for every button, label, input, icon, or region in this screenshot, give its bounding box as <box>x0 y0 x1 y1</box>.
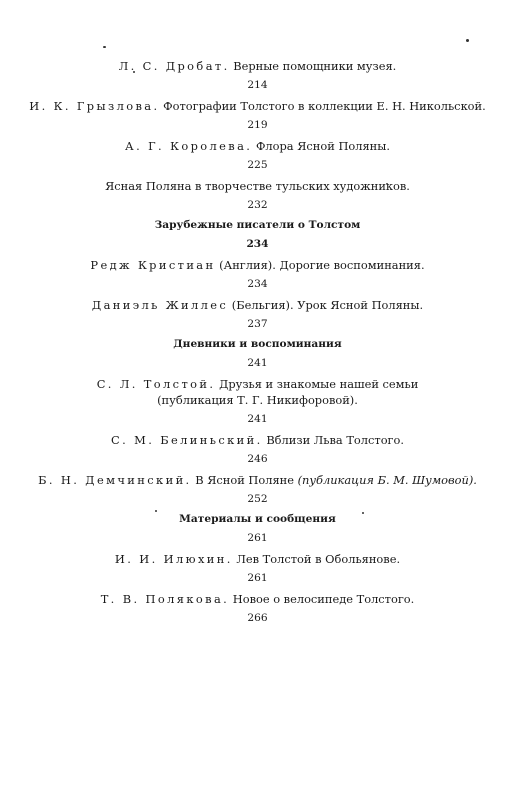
toc-author: С. М. Белиньский. <box>110 433 263 447</box>
toc-entry <box>0 178 515 194</box>
toc-author: Т. В. Полякова. <box>100 592 230 606</box>
section-heading: Материалы и сообщения <box>179 513 336 525</box>
toc-title: Вблизи Льва Толстого. <box>266 433 405 447</box>
toc-page-number: 252 <box>247 493 268 505</box>
toc-entry <box>0 98 515 114</box>
toc-title: Ясная Поляна в творчестве тульских художников. <box>105 179 410 193</box>
toc-entry <box>0 58 515 74</box>
toc-page-number: 225 <box>247 159 268 171</box>
toc-title-continuation: (публикация Т. Г. Никифоровой). <box>157 393 358 407</box>
toc-title: (Бельгия). Урок Ясной Поляны. <box>231 298 424 312</box>
toc-entry <box>0 138 515 154</box>
toc-title: Новое о велосипеде Толстого. <box>232 592 415 606</box>
toc-publication-note: (публикация Б. М. Шумовой). <box>297 473 477 487</box>
toc-entry <box>0 432 515 448</box>
toc-title: Верные помощники музея. <box>233 59 397 73</box>
toc-page-number: 234 <box>246 238 269 250</box>
toc-title: Флора Ясной Поляны. <box>255 139 390 153</box>
toc-page-number: 241 <box>247 357 268 369</box>
toc-page-number: 241 <box>247 413 268 425</box>
toc-entry <box>0 257 515 273</box>
toc-entry <box>0 376 515 392</box>
scan-speck <box>466 39 469 42</box>
toc-entry <box>0 297 515 313</box>
toc-author: А. Г. Королева. <box>125 139 253 153</box>
toc-page-number: 219 <box>247 119 268 131</box>
toc-author: И. И. Илюхин. <box>114 552 233 566</box>
toc-page-number: 234 <box>247 278 268 290</box>
toc-author: Л. С. Дробат. <box>118 59 230 73</box>
toc-page-number: 232 <box>247 199 268 211</box>
toc-page-number: 214 <box>247 79 268 91</box>
toc-page-number: 266 <box>247 612 268 624</box>
toc-author: Редж Кристиан <box>90 258 216 272</box>
toc-title: В Ясной Поляне <box>195 473 294 487</box>
toc-page-number: 261 <box>247 572 268 584</box>
toc-title: (Англия). Дорогие воспоминания. <box>219 258 425 272</box>
toc-entry <box>0 472 515 488</box>
table-of-contents <box>0 58 515 631</box>
toc-entry-continuation <box>0 392 515 408</box>
section-heading: Дневники и воспоминания <box>173 338 342 350</box>
toc-page-number: 261 <box>247 532 268 544</box>
toc-author: Б. Н. Демчинский. <box>38 473 192 487</box>
toc-author: Даниэль Жиллес <box>91 298 229 312</box>
section-heading: Зарубежные писатели о Толстом <box>154 219 361 231</box>
toc-title: Друзья и знакомые нашей семьи <box>219 377 419 391</box>
toc-entry <box>0 551 515 567</box>
toc-entry <box>0 591 515 607</box>
toc-page-number: 246 <box>247 453 268 465</box>
scan-speck <box>103 46 106 48</box>
toc-page-number: 237 <box>247 318 268 330</box>
toc-title: Лев Толстой в Обольянове. <box>236 552 401 566</box>
toc-author: И. К. Грызлова. <box>29 99 160 113</box>
toc-author: С. Л. Толстой. <box>96 377 216 391</box>
toc-title: Фотографии Толстого в коллекции Е. Н. Никольской. <box>163 99 486 113</box>
